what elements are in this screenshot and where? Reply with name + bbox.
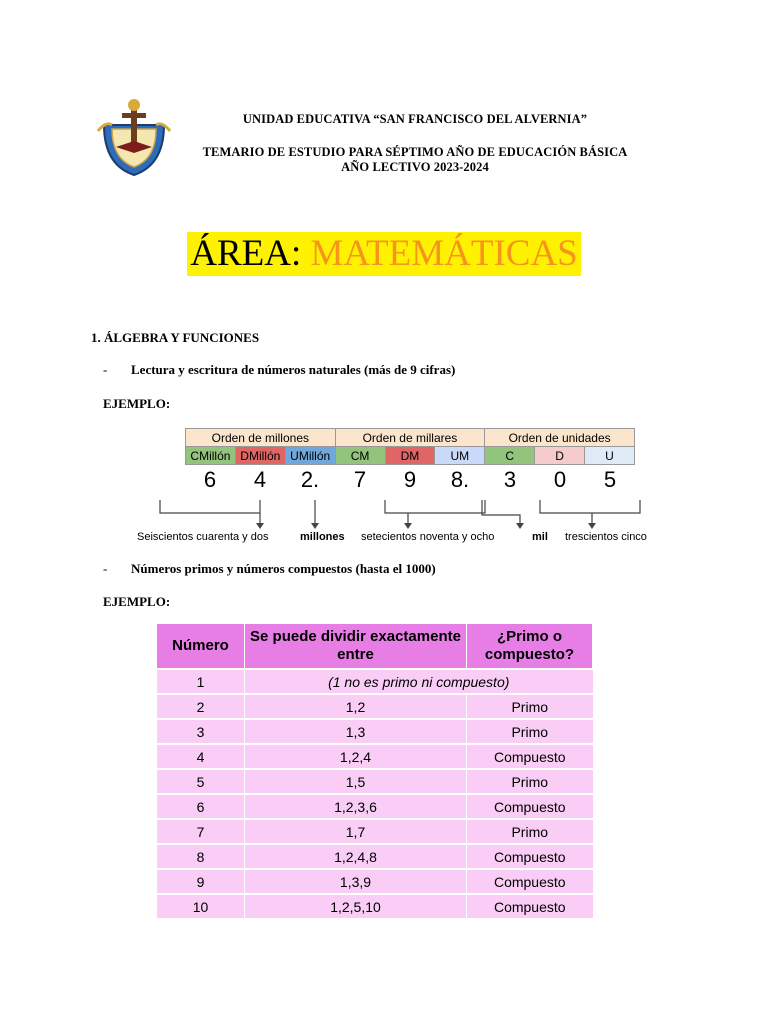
digit: 3 — [503, 467, 517, 492]
document-subtitle: TEMARIO DE ESTUDIO PARA SÉPTIMO AÑO DE EDUCACIÓN BÁSICA — [202, 145, 628, 159]
cell-divisors: 1,2 — [245, 694, 467, 719]
cell-divisors: 1,3 — [245, 719, 467, 744]
cell-divisors: 1,2,4,8 — [245, 844, 467, 869]
cell-type: Primo — [467, 719, 593, 744]
table-row — [157, 744, 593, 769]
table-row — [157, 794, 593, 819]
table-row — [157, 694, 593, 719]
cell-divisors: 1,7 — [245, 819, 467, 844]
cell-type: Primo — [467, 769, 593, 794]
place-column-c: C — [485, 447, 535, 465]
cell-type: Compuesto — [467, 794, 593, 819]
cell-type: Compuesto — [467, 744, 593, 769]
table-row — [157, 669, 593, 694]
cell-number: 5 — [157, 769, 245, 794]
digit: 2. — [300, 467, 320, 492]
digit: 5 — [603, 467, 617, 492]
cell-type: Primo — [467, 819, 593, 844]
bullet-2: - — [103, 561, 108, 576]
table-row — [157, 844, 593, 869]
digit: 0 — [553, 467, 567, 492]
cell-number: 8 — [157, 844, 245, 869]
place-column-cm: CM — [335, 447, 385, 465]
words-thousands: setecientos noventa y ocho — [361, 531, 495, 543]
cell-divisors: 1,2,4 — [245, 744, 467, 769]
bullet-1: - — [103, 362, 108, 377]
area-subject: MATEMÁTICAS — [310, 233, 578, 274]
cell-number: 1 — [157, 669, 245, 694]
area-label: ÁREA: — [190, 233, 302, 274]
place-column-dm: DM — [385, 447, 435, 465]
example-label-1: EJEMPLO: — [103, 396, 171, 411]
words-millions: Seiscientos cuarenta y dos — [137, 531, 269, 543]
place-column-u: U — [585, 447, 635, 465]
topic-prime-numbers: Números primos y números compuestos (hasta el 1000) — [131, 561, 436, 576]
cell-divisors: 1,5 — [245, 769, 467, 794]
cell-type: Compuesto — [467, 869, 593, 894]
school-name: UNIDAD EDUCATIVA “SAN FRANCISCO DEL ALVERNIA” — [242, 112, 588, 126]
words-thousands-label: mil — [532, 531, 548, 543]
primes-table — [156, 623, 592, 918]
cell-number: 2 — [157, 694, 245, 719]
place-value-digits — [185, 467, 635, 497]
example-label-2: EJEMPLO: — [103, 594, 171, 609]
digit: 6 — [203, 467, 217, 492]
table-row — [157, 769, 593, 794]
digit: 7 — [353, 467, 367, 492]
header-number: Número — [157, 624, 245, 670]
place-column-dmillón: DMillón — [235, 447, 285, 465]
digit: 9 — [403, 467, 417, 492]
cell-number: 10 — [157, 894, 245, 918]
cell-divisors: 1,2,5,10 — [245, 894, 467, 918]
cell-number: 4 — [157, 744, 245, 769]
digit: 8. — [450, 467, 470, 492]
digit: 4 — [253, 467, 267, 492]
place-column-umillón: UMillón — [285, 447, 335, 465]
place-column-d: D — [535, 447, 585, 465]
cell-divisors: 1,3,9 — [245, 869, 467, 894]
school-year: AÑO LECTIVO 2023-2024 — [341, 160, 489, 174]
table-row — [157, 894, 593, 918]
cell-number: 3 — [157, 719, 245, 744]
cell-note: (1 no es primo ni compuesto) — [245, 669, 593, 694]
table-row — [157, 819, 593, 844]
cell-type: Compuesto — [467, 894, 593, 918]
cell-number: 7 — [157, 819, 245, 844]
cell-type: Primo — [467, 694, 593, 719]
group-thousands: Orden de millares — [335, 429, 485, 447]
table-row — [157, 719, 593, 744]
area-title — [0, 232, 768, 276]
place-value-chart — [185, 428, 635, 465]
group-millions: Orden de millones — [186, 429, 336, 447]
section-title: 1. ÁLGEBRA Y FUNCIONES — [91, 330, 260, 345]
header-type: ¿Primo o compuesto? — [467, 624, 593, 670]
school-crest-logo — [92, 95, 176, 179]
cell-number: 6 — [157, 794, 245, 819]
topic-natural-numbers: Lectura y escritura de números naturales (más de 9 cifras) — [131, 362, 456, 377]
cell-divisors: 1,2,3,6 — [245, 794, 467, 819]
table-row — [157, 869, 593, 894]
place-column-um: UM — [435, 447, 485, 465]
place-column-cmillón: CMillón — [186, 447, 236, 465]
group-units: Orden de unidades — [485, 429, 635, 447]
header-divisors: Se puede dividir exactamente entre — [245, 624, 467, 670]
words-units: trescientos cinco — [565, 531, 647, 543]
words-millions-label: millones — [300, 531, 345, 543]
cell-type: Compuesto — [467, 844, 593, 869]
cell-number: 9 — [157, 869, 245, 894]
